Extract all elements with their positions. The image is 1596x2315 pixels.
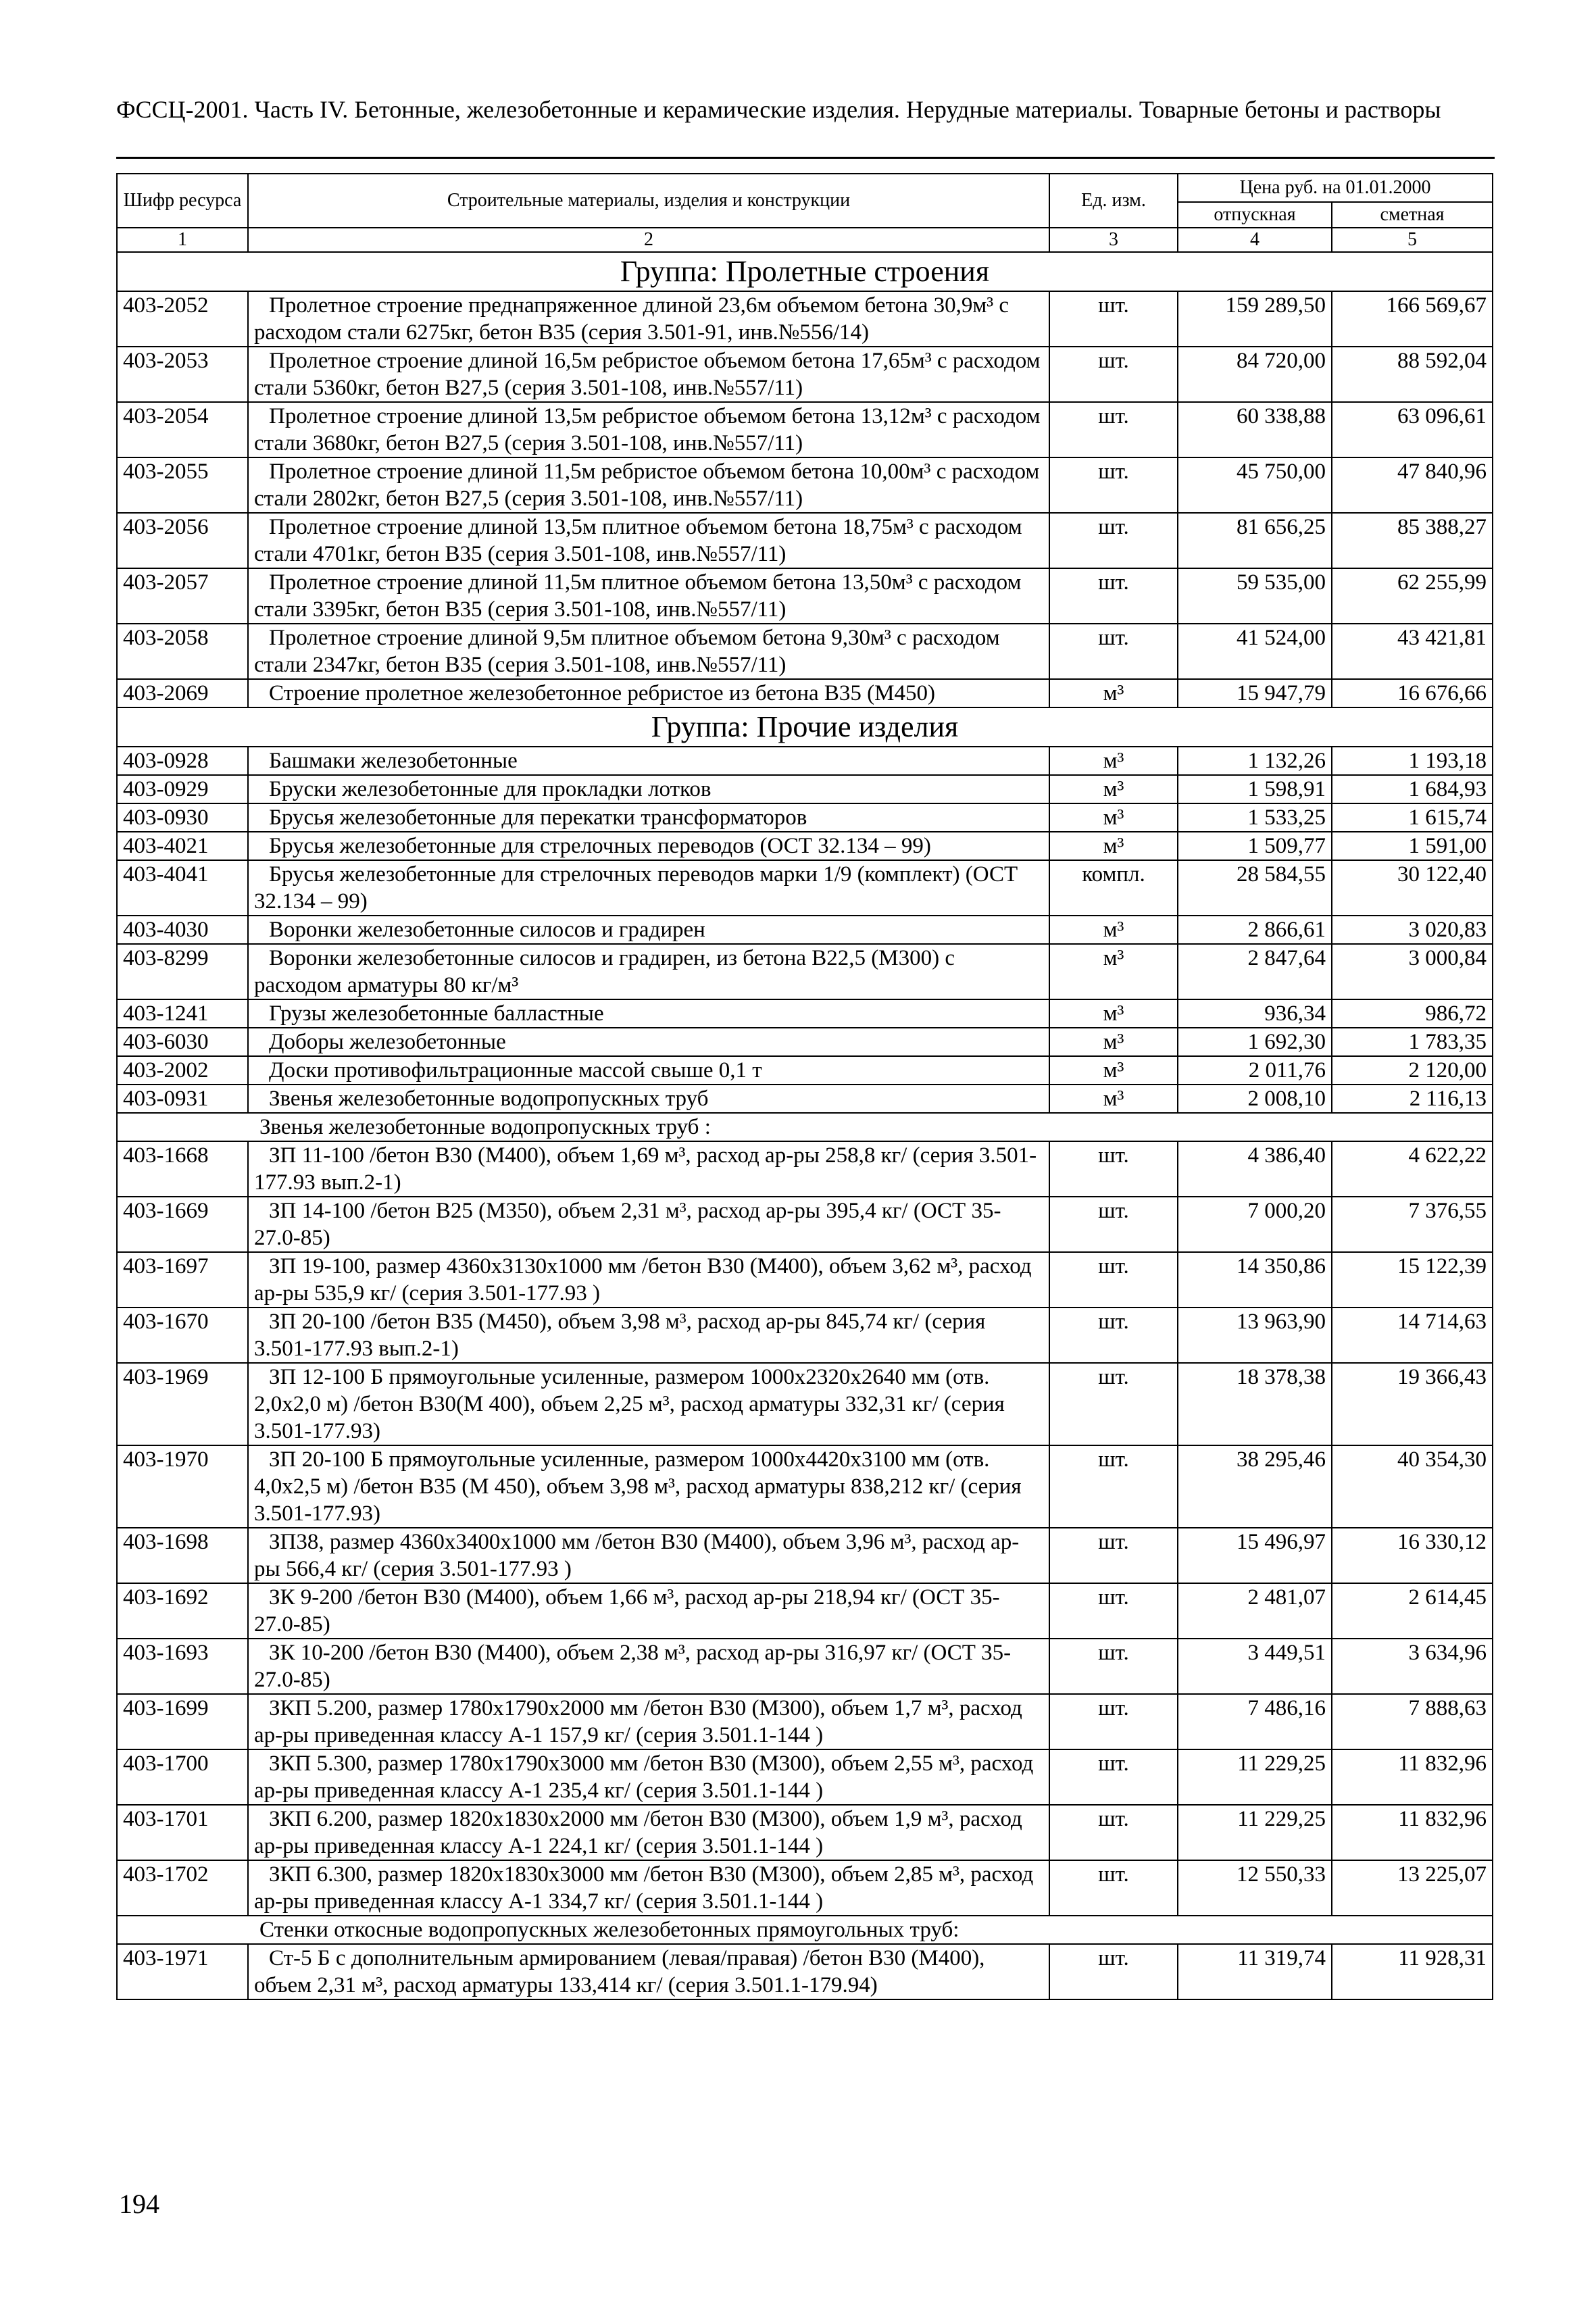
table-row bbox=[117, 624, 1493, 679]
table-row bbox=[117, 1749, 1493, 1805]
table-row bbox=[117, 291, 1493, 347]
item-name-text: ЗП38, размер 4360х3400х1000 мм /бетон В30 (М400), объем 3,96 м³, расход ар-ры 566,4 кг/ (серия 3.501-177.93 ) bbox=[254, 1530, 1020, 1581]
resource-code: 403-4041 bbox=[117, 860, 248, 916]
estimate-price: 2 120,00 bbox=[1332, 1056, 1493, 1085]
item-name-text: Бруски железобетонные для прокладки лотков bbox=[269, 777, 712, 801]
item-name bbox=[248, 1805, 1049, 1860]
resource-code: 403-2053 bbox=[117, 347, 248, 402]
unit-of-measure: м³ bbox=[1049, 803, 1178, 832]
release-price: 2 481,07 bbox=[1178, 1583, 1332, 1639]
resource-code: 403-2058 bbox=[117, 624, 248, 679]
unit-of-measure: м³ bbox=[1049, 775, 1178, 803]
item-name bbox=[248, 944, 1049, 999]
header-estimate-price: сметная bbox=[1332, 202, 1493, 228]
release-price: 59 535,00 bbox=[1178, 568, 1332, 624]
item-name bbox=[248, 1141, 1049, 1197]
resource-code: 403-1241 bbox=[117, 999, 248, 1028]
item-name bbox=[248, 860, 1049, 916]
item-name-text: ЗКП 5.200, размер 1780х1790х2000 мм /бетон В30 (М300), объем 1,7 м³, расход ар-ры приведенная классу А-1 157,9 кг/ (серия 3.501.1-144 ) bbox=[254, 1696, 1022, 1747]
item-name-text: ЗП 20-100 /бетон В35 (М450), объем 3,98 м³, расход ар-ры 845,74 кг/ (серия 3.501-177.93 вып.2-1) bbox=[254, 1310, 986, 1361]
resource-code: 403-2054 bbox=[117, 402, 248, 457]
resource-code: 403-1970 bbox=[117, 1445, 248, 1528]
table-row bbox=[117, 1528, 1493, 1583]
column-number: 5 bbox=[1332, 228, 1493, 252]
release-price: 7 000,20 bbox=[1178, 1197, 1332, 1252]
resource-code: 403-2057 bbox=[117, 568, 248, 624]
subgroup-title: Звенья железобетонные водопропускных труб : bbox=[117, 1113, 1493, 1141]
item-name bbox=[248, 1056, 1049, 1085]
estimate-price: 3 000,84 bbox=[1332, 944, 1493, 999]
unit-of-measure: м³ bbox=[1049, 1085, 1178, 1113]
resource-code: 403-1670 bbox=[117, 1308, 248, 1363]
item-name bbox=[248, 1694, 1049, 1749]
table-row bbox=[117, 1085, 1493, 1113]
item-name-text: Пролетное строение длиной 11,5м плитное объемом бетона 13,50м³ с расходом стали 3395кг, бетон В35 (серия 3.501-108, инв.№557/11) bbox=[254, 570, 1022, 622]
item-name-text: ЗКП 5.300, размер 1780х1790х3000 мм /бетон В30 (М300), объем 2,55 м³, расход ар-ры приведенная классу А-1 235,4 кг/ (серия 3.501.1-144 ) bbox=[254, 1751, 1034, 1803]
resource-code: 403-2052 bbox=[117, 291, 248, 347]
table-row bbox=[117, 1363, 1493, 1445]
release-price: 84 720,00 bbox=[1178, 347, 1332, 402]
estimate-price: 85 388,27 bbox=[1332, 513, 1493, 568]
item-name bbox=[248, 457, 1049, 513]
unit-of-measure: м³ bbox=[1049, 1028, 1178, 1056]
release-price: 1 509,77 bbox=[1178, 832, 1332, 860]
unit-of-measure: м³ bbox=[1049, 832, 1178, 860]
release-price: 7 486,16 bbox=[1178, 1694, 1332, 1749]
unit-of-measure: шт. bbox=[1049, 1363, 1178, 1445]
table-row bbox=[117, 916, 1493, 944]
estimate-price: 43 421,81 bbox=[1332, 624, 1493, 679]
unit-of-measure: шт. bbox=[1049, 1860, 1178, 1916]
item-name-text: Пролетное строение длиной 13,5м ребристое объемом бетона 13,12м³ с расходом стали 3680кг, бетон В27,5 (серия 3.501-108, инв.№557/11) bbox=[254, 404, 1041, 455]
item-name bbox=[248, 1639, 1049, 1694]
group-header-row bbox=[117, 707, 1493, 747]
unit-of-measure: шт. bbox=[1049, 1308, 1178, 1363]
item-name-text: Пролетное строение длиной 11,5м ребристое объемом бетона 10,00м³ с расходом стали 2802кг, бетон В27,5 (серия 3.501-108, инв.№557/11) bbox=[254, 459, 1040, 511]
column-number: 1 bbox=[117, 228, 248, 252]
release-price: 81 656,25 bbox=[1178, 513, 1332, 568]
estimate-price: 1 615,74 bbox=[1332, 803, 1493, 832]
release-price: 14 350,86 bbox=[1178, 1252, 1332, 1308]
estimate-price: 13 225,07 bbox=[1332, 1860, 1493, 1916]
table-row bbox=[117, 803, 1493, 832]
estimate-price: 7 376,55 bbox=[1332, 1197, 1493, 1252]
estimate-price: 1 783,35 bbox=[1332, 1028, 1493, 1056]
item-name bbox=[248, 916, 1049, 944]
resource-code: 403-4030 bbox=[117, 916, 248, 944]
estimate-price: 1 684,93 bbox=[1332, 775, 1493, 803]
resource-code: 403-2002 bbox=[117, 1056, 248, 1085]
resource-code: 403-1693 bbox=[117, 1639, 248, 1694]
item-name-text: Брусья железобетонные для стрелочных переводов марки 1/9 (комплект) (ОСТ 32.134 – 99) bbox=[254, 862, 1018, 914]
table-row bbox=[117, 1639, 1493, 1694]
resource-code: 403-1692 bbox=[117, 1583, 248, 1639]
table-row bbox=[117, 1860, 1493, 1916]
item-name-text: ЗП 11-100 /бетон В30 (М400), объем 1,69 м³, расход ар-ры 258,8 кг/ (серия 3.501-177.93 вып.2-1) bbox=[254, 1143, 1037, 1195]
item-name-text: Брусья железобетонные для стрелочных переводов (ОСТ 32.134 – 99) bbox=[269, 834, 931, 858]
table-row bbox=[117, 1583, 1493, 1639]
unit-of-measure: шт. bbox=[1049, 568, 1178, 624]
release-price: 159 289,50 bbox=[1178, 291, 1332, 347]
release-price: 1 533,25 bbox=[1178, 803, 1332, 832]
release-price: 4 386,40 bbox=[1178, 1141, 1332, 1197]
resource-code: 403-0928 bbox=[117, 747, 248, 775]
estimate-price: 2 116,13 bbox=[1332, 1085, 1493, 1113]
resource-code: 403-1969 bbox=[117, 1363, 248, 1445]
item-name bbox=[248, 747, 1049, 775]
group-title: Группа: Прочие изделия bbox=[117, 707, 1493, 747]
estimate-price: 4 622,22 bbox=[1332, 1141, 1493, 1197]
item-name bbox=[248, 624, 1049, 679]
unit-of-measure: шт. bbox=[1049, 457, 1178, 513]
table-row bbox=[117, 679, 1493, 707]
release-price: 11 229,25 bbox=[1178, 1749, 1332, 1805]
document-title: ФССЦ-2001. Часть IV. Бетонные, железобетонные и керамические изделия. Нерудные материалы. Товарные бетоны и растворы bbox=[116, 96, 1441, 123]
table-row bbox=[117, 1028, 1493, 1056]
item-name-text: Грузы железобетонные балластные bbox=[269, 1001, 604, 1026]
table-row bbox=[117, 402, 1493, 457]
estimate-price: 11 928,31 bbox=[1332, 1944, 1493, 1999]
resource-code: 403-0930 bbox=[117, 803, 248, 832]
resource-code: 403-1700 bbox=[117, 1749, 248, 1805]
item-name-text: Пролетное строение преднапряженное длиной 23,6м объемом бетона 30,9м³ с расходом стали 6275кг, бетон В35 (серия 3.501-91, инв.№556/14) bbox=[254, 293, 1009, 345]
estimate-price: 30 122,40 bbox=[1332, 860, 1493, 916]
release-price: 2 008,10 bbox=[1178, 1085, 1332, 1113]
item-name bbox=[248, 1197, 1049, 1252]
resource-code: 403-0931 bbox=[117, 1085, 248, 1113]
header-code: Шифр ресурса bbox=[117, 174, 248, 228]
resource-code: 403-1701 bbox=[117, 1805, 248, 1860]
table-row bbox=[117, 457, 1493, 513]
group-header-row bbox=[117, 252, 1493, 291]
release-price: 11 229,25 bbox=[1178, 1805, 1332, 1860]
item-name bbox=[248, 1944, 1049, 1999]
item-name-text: Доски противофильтрационные массой свыше 0,1 т bbox=[269, 1058, 762, 1082]
unit-of-measure: компл. bbox=[1049, 860, 1178, 916]
estimate-price: 63 096,61 bbox=[1332, 402, 1493, 457]
item-name-text: Воронки железобетонные силосов и градирен, из бетона В22,5 (М300) с расходом арматуры 80 кг/м³ bbox=[254, 946, 955, 997]
unit-of-measure: шт. bbox=[1049, 1528, 1178, 1583]
resource-code: 403-4021 bbox=[117, 832, 248, 860]
table-row bbox=[117, 347, 1493, 402]
resource-code: 403-8299 bbox=[117, 944, 248, 999]
estimate-price: 166 569,67 bbox=[1332, 291, 1493, 347]
item-name bbox=[248, 1528, 1049, 1583]
unit-of-measure: шт. bbox=[1049, 1252, 1178, 1308]
release-price: 13 963,90 bbox=[1178, 1308, 1332, 1363]
item-name-text: Звенья железобетонные водопропускных труб bbox=[269, 1087, 709, 1111]
table-row bbox=[117, 944, 1493, 999]
unit-of-measure: м³ bbox=[1049, 944, 1178, 999]
item-name bbox=[248, 832, 1049, 860]
table-row bbox=[117, 1308, 1493, 1363]
estimate-price: 11 832,96 bbox=[1332, 1805, 1493, 1860]
subgroup-row bbox=[117, 1916, 1493, 1944]
item-name bbox=[248, 1252, 1049, 1308]
item-name bbox=[248, 679, 1049, 707]
table-row bbox=[117, 513, 1493, 568]
item-name bbox=[248, 1860, 1049, 1916]
item-name-text: Брусья железобетонные для перекатки трансформаторов bbox=[269, 805, 807, 830]
release-price: 1 132,26 bbox=[1178, 747, 1332, 775]
unit-of-measure: шт. bbox=[1049, 513, 1178, 568]
subgroup-title: Стенки откосные водопропускных железобетонных прямоугольных труб: bbox=[117, 1916, 1493, 1944]
unit-of-measure: шт. bbox=[1049, 402, 1178, 457]
release-price: 45 750,00 bbox=[1178, 457, 1332, 513]
table-row bbox=[117, 1445, 1493, 1528]
table-row bbox=[117, 1805, 1493, 1860]
table-row bbox=[117, 832, 1493, 860]
unit-of-measure: шт. bbox=[1049, 1944, 1178, 1999]
header-price: Цена руб. на 01.01.2000 bbox=[1178, 174, 1493, 202]
item-name bbox=[248, 1749, 1049, 1805]
group-title: Группа: Пролетные строения bbox=[117, 252, 1493, 291]
release-price: 2 866,61 bbox=[1178, 916, 1332, 944]
header-unit: Ед. изм. bbox=[1049, 174, 1178, 228]
unit-of-measure: шт. bbox=[1049, 624, 1178, 679]
header-name: Строительные материалы, изделия и конструкции bbox=[248, 174, 1049, 228]
item-name bbox=[248, 513, 1049, 568]
estimate-price: 14 714,63 bbox=[1332, 1308, 1493, 1363]
estimate-price: 1 193,18 bbox=[1332, 747, 1493, 775]
table-row bbox=[117, 1141, 1493, 1197]
release-price: 38 295,46 bbox=[1178, 1445, 1332, 1528]
item-name-text: ЗП 14-100 /бетон В25 (М350), объем 2,31 м³, расход ар-ры 395,4 кг/ (ОСТ 35-27.0-85) bbox=[254, 1199, 1001, 1250]
unit-of-measure: шт. bbox=[1049, 1445, 1178, 1528]
resource-code: 403-1702 bbox=[117, 1860, 248, 1916]
table-row bbox=[117, 1056, 1493, 1085]
resource-code: 403-0929 bbox=[117, 775, 248, 803]
table-row bbox=[117, 1694, 1493, 1749]
release-price: 15 947,79 bbox=[1178, 679, 1332, 707]
item-name bbox=[248, 999, 1049, 1028]
resource-code: 403-1669 bbox=[117, 1197, 248, 1252]
item-name-text: Пролетное строение длиной 16,5м ребристое объемом бетона 17,65м³ с расходом стали 5360кг, бетон В27,5 (серия 3.501-108, инв.№557/11) bbox=[254, 349, 1041, 400]
table-row bbox=[117, 999, 1493, 1028]
estimate-price: 2 614,45 bbox=[1332, 1583, 1493, 1639]
table-row bbox=[117, 775, 1493, 803]
item-name bbox=[248, 568, 1049, 624]
estimate-price: 16 676,66 bbox=[1332, 679, 1493, 707]
table-body bbox=[117, 252, 1493, 1999]
resource-code: 403-1698 bbox=[117, 1528, 248, 1583]
release-price: 18 378,38 bbox=[1178, 1363, 1332, 1445]
header-release-price: отпускная bbox=[1178, 202, 1332, 228]
resource-code: 403-2056 bbox=[117, 513, 248, 568]
item-name bbox=[248, 1583, 1049, 1639]
estimate-price: 7 888,63 bbox=[1332, 1694, 1493, 1749]
title-underline bbox=[116, 157, 1495, 159]
release-price: 1 692,30 bbox=[1178, 1028, 1332, 1056]
estimate-price: 40 354,30 bbox=[1332, 1445, 1493, 1528]
column-number: 3 bbox=[1049, 228, 1178, 252]
release-price: 2 011,76 bbox=[1178, 1056, 1332, 1085]
release-price: 1 598,91 bbox=[1178, 775, 1332, 803]
estimate-price: 11 832,96 bbox=[1332, 1749, 1493, 1805]
table-row bbox=[117, 1252, 1493, 1308]
release-price: 60 338,88 bbox=[1178, 402, 1332, 457]
unit-of-measure: шт. bbox=[1049, 1639, 1178, 1694]
table-row bbox=[117, 1944, 1493, 1999]
estimate-price: 88 592,04 bbox=[1332, 347, 1493, 402]
table-row bbox=[117, 568, 1493, 624]
resource-code: 403-1971 bbox=[117, 1944, 248, 1999]
item-name-text: ЗП 12-100 Б прямоугольные усиленные, размером 1000х2320х2640 мм (отв. 2,0х2,0 м) /бетон В30(М 400), объем 2,25 м³, расход арматуры 332,31 кг/ (серия 3.501-177.93) bbox=[254, 1365, 1005, 1443]
unit-of-measure: шт. bbox=[1049, 347, 1178, 402]
table-row bbox=[117, 1197, 1493, 1252]
item-name-text: ЗКП 6.300, размер 1820х1830х3000 мм /бетон В30 (М300), объем 2,85 м³, расход ар-ры приведенная классу А-1 334,7 кг/ (серия 3.501.1-144 ) bbox=[254, 1862, 1034, 1914]
item-name-text: ЗП 19-100, размер 4360х3130х1000 мм /бетон В30 (М400), объем 3,62 м³, расход ар-ры 535,9 кг/ (серия 3.501-177.93 ) bbox=[254, 1254, 1032, 1305]
subgroup-row bbox=[117, 1113, 1493, 1141]
release-price: 11 319,74 bbox=[1178, 1944, 1332, 1999]
release-price: 15 496,97 bbox=[1178, 1528, 1332, 1583]
item-name bbox=[248, 1445, 1049, 1528]
item-name-text: ЗК 9-200 /бетон В30 (М400), объем 1,66 м³, расход ар-ры 218,94 кг/ (ОСТ 35-27.0-85) bbox=[254, 1585, 1000, 1637]
release-price: 41 524,00 bbox=[1178, 624, 1332, 679]
item-name-text: Воронки железобетонные силосов и градирен bbox=[269, 918, 705, 942]
item-name-text: Пролетное строение длиной 13,5м плитное объемом бетона 18,75м³ с расходом стали 4701кг, бетон В35 (серия 3.501-108, инв.№557/11) bbox=[254, 515, 1022, 566]
item-name bbox=[248, 1085, 1049, 1113]
estimate-price: 15 122,39 bbox=[1332, 1252, 1493, 1308]
unit-of-measure: м³ bbox=[1049, 679, 1178, 707]
item-name bbox=[248, 347, 1049, 402]
resource-code: 403-2055 bbox=[117, 457, 248, 513]
page-number: 194 bbox=[119, 2189, 159, 2219]
estimate-price: 986,72 bbox=[1332, 999, 1493, 1028]
estimate-price: 1 591,00 bbox=[1332, 832, 1493, 860]
resource-code: 403-1697 bbox=[117, 1252, 248, 1308]
release-price: 28 584,55 bbox=[1178, 860, 1332, 916]
unit-of-measure: м³ bbox=[1049, 1056, 1178, 1085]
unit-of-measure: м³ bbox=[1049, 747, 1178, 775]
table-row bbox=[117, 747, 1493, 775]
resource-code: 403-1699 bbox=[117, 1694, 248, 1749]
unit-of-measure: шт. bbox=[1049, 1694, 1178, 1749]
item-name bbox=[248, 291, 1049, 347]
item-name-text: ЗК 10-200 /бетон В30 (М400), объем 2,38 м³, расход ар-ры 316,97 кг/ (ОСТ 35-27.0-85) bbox=[254, 1641, 1012, 1692]
unit-of-measure: шт. bbox=[1049, 1583, 1178, 1639]
unit-of-measure: шт. bbox=[1049, 1141, 1178, 1197]
resource-code: 403-6030 bbox=[117, 1028, 248, 1056]
item-name bbox=[248, 803, 1049, 832]
estimate-price: 62 255,99 bbox=[1332, 568, 1493, 624]
item-name bbox=[248, 402, 1049, 457]
item-name-text: ЗКП 6.200, размер 1820х1830х2000 мм /бетон В30 (М300), объем 1,9 м³, расход ар-ры приведенная классу А-1 224,1 кг/ (серия 3.501.1-144 ) bbox=[254, 1807, 1022, 1858]
release-price: 3 449,51 bbox=[1178, 1639, 1332, 1694]
estimate-price: 19 366,43 bbox=[1332, 1363, 1493, 1445]
item-name-text: Пролетное строение длиной 9,5м плитное объемом бетона 9,30м³ с расходом стали 2347кг, бетон В35 (серия 3.501-108, инв.№557/11) bbox=[254, 626, 1000, 677]
estimate-price: 3 020,83 bbox=[1332, 916, 1493, 944]
unit-of-measure: шт. bbox=[1049, 1197, 1178, 1252]
release-price: 2 847,64 bbox=[1178, 944, 1332, 999]
release-price: 936,34 bbox=[1178, 999, 1332, 1028]
release-price: 12 550,33 bbox=[1178, 1860, 1332, 1916]
resource-code: 403-1668 bbox=[117, 1141, 248, 1197]
item-name bbox=[248, 1308, 1049, 1363]
resource-code: 403-2069 bbox=[117, 679, 248, 707]
unit-of-measure: шт. bbox=[1049, 291, 1178, 347]
column-number: 2 bbox=[248, 228, 1049, 252]
unit-of-measure: м³ bbox=[1049, 916, 1178, 944]
estimate-price: 47 840,96 bbox=[1332, 457, 1493, 513]
item-name-text: Строение пролетное железобетонное ребристое из бетона В35 (М450) bbox=[269, 681, 935, 705]
item-name-text: Доборы железобетонные bbox=[269, 1030, 506, 1054]
column-number: 4 bbox=[1178, 228, 1332, 252]
unit-of-measure: м³ bbox=[1049, 999, 1178, 1028]
item-name-text: Башмаки железобетонные bbox=[269, 749, 518, 773]
item-name bbox=[248, 775, 1049, 803]
estimate-price: 3 634,96 bbox=[1332, 1639, 1493, 1694]
table-row bbox=[117, 860, 1493, 916]
unit-of-measure: шт. bbox=[1049, 1749, 1178, 1805]
price-table bbox=[116, 173, 1493, 2000]
item-name bbox=[248, 1363, 1049, 1445]
estimate-price: 16 330,12 bbox=[1332, 1528, 1493, 1583]
item-name-text: ЗП 20-100 Б прямоугольные усиленные, размером 1000х4420х3100 мм (отв. 4,0х2,5 м) /бетон В35 (М 450), объем 3,98 м³, расход арматуры 838,212 кг/ (серия 3.501-177.93) bbox=[254, 1447, 1022, 1526]
item-name-text: Ст-5 Б с дополнительным армированием (левая/правая) /бетон В30 (М400), объем 2,31 м³, расход арматуры 133,414 кг/ (серия 3.501.1-179.94) bbox=[254, 1946, 985, 1997]
item-name bbox=[248, 1028, 1049, 1056]
unit-of-measure: шт. bbox=[1049, 1805, 1178, 1860]
